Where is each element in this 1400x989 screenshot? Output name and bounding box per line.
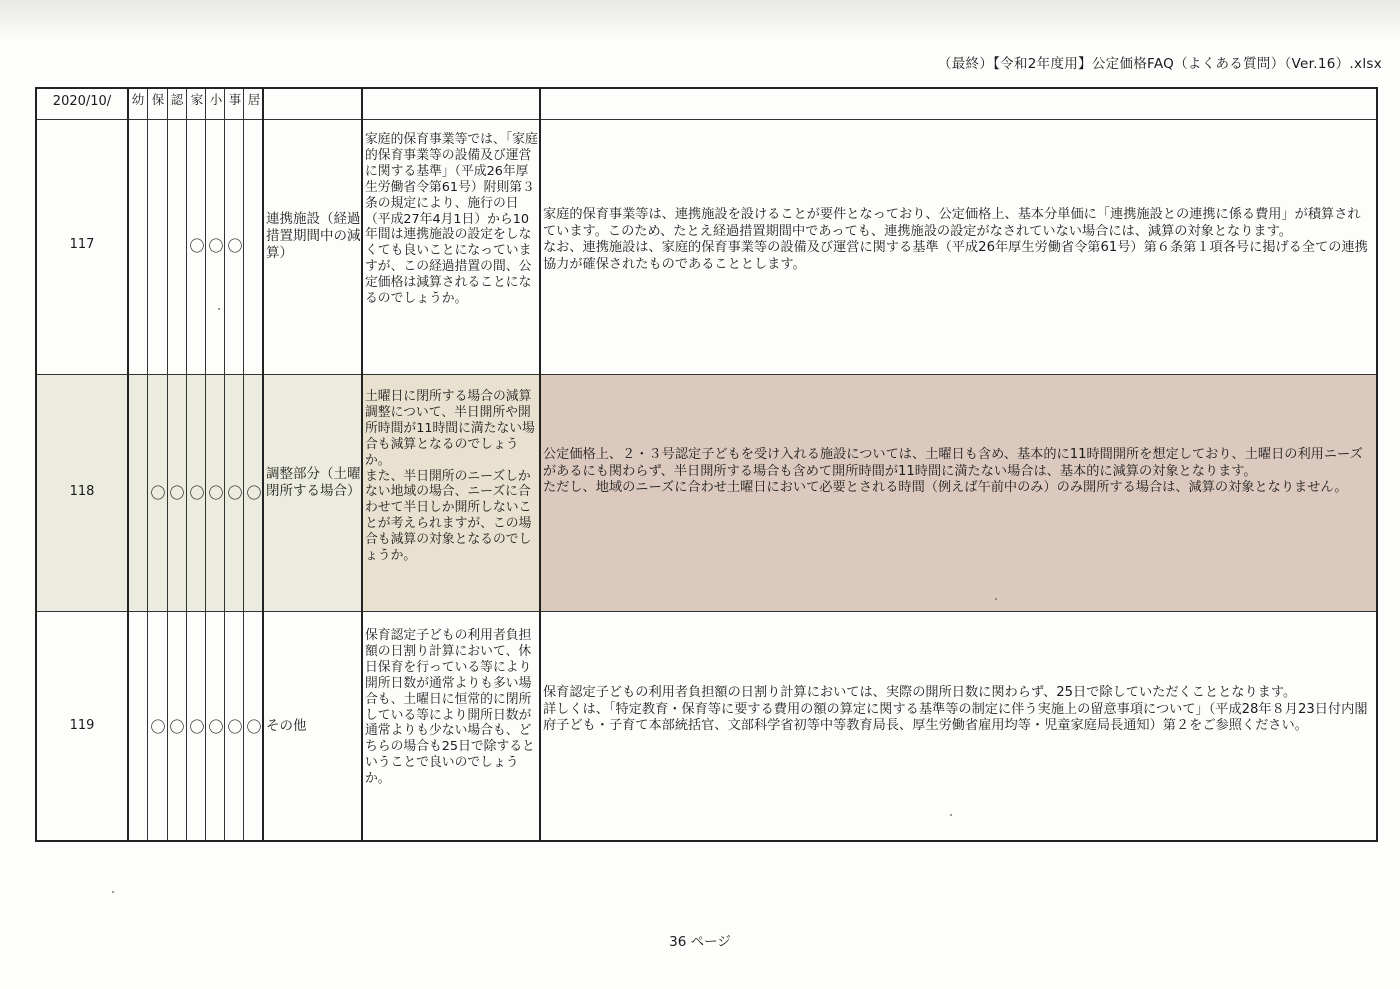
mark-certified: 〇 xyxy=(169,718,185,736)
answer: 保育認定子どもの利用者負担額の日割り計算においては、実際の開所日数に関わらず、25日で除していただくこととなります。 詳しくは、「特定教育・保育等に要する費用の額の算定に関する基準等の制定に伴う実施上の留意事項について」（平成28年８月23日付内閣府子ども・子育て本部統括官、文部科学省初等中等教育局長、厚生労働省雇用均等・児童家庭局長通知）第２をご参照ください。 xyxy=(543,685,1368,733)
scan-shadow xyxy=(0,0,1400,40)
mark-nursery: 〇 xyxy=(150,718,166,736)
mark-certified: 〇 xyxy=(169,484,185,502)
grid-line xyxy=(243,89,244,840)
mark-residential: 〇 xyxy=(246,484,262,502)
mark-residential: 〇 xyxy=(246,718,262,736)
grid-line xyxy=(224,89,225,840)
scan-speck xyxy=(112,891,114,893)
scan-speck xyxy=(950,814,952,816)
type-header-onsite: 事 xyxy=(228,92,242,107)
mark-home: 〇 xyxy=(189,484,205,502)
type-header-certified: 認 xyxy=(170,92,184,107)
grid-line xyxy=(37,611,1376,612)
mark-onsite: 〇 xyxy=(227,484,243,502)
grid-line xyxy=(539,89,541,840)
category: 連携施設（経過措置期間中の減算） xyxy=(266,211,361,261)
type-header-nursery: 保 xyxy=(151,92,165,107)
mark-nursery: 〇 xyxy=(150,484,166,502)
question: 家庭的保育事業等では、「家庭的保育事業等の設備及び運営に関する基準」（平成26年厚生労働省令第61号）附則第３条の規定により、施行の日（平成27年4月1日）から10年間は連携施設の設定をしなくても良いことになっていますが、この経過措置の間、公定価格は減算されることになるのでしょうか。 xyxy=(365,132,538,307)
grid-line xyxy=(186,89,187,840)
faq-table xyxy=(35,87,1378,842)
mark-onsite: 〇 xyxy=(227,237,243,255)
grid-line xyxy=(167,89,168,840)
question: 土曜日に閉所する場合の減算調整について、半日開所や開所時間が11時間に満たない場合も減算となるのでしょうか。 また、半日開所のニーズしかない地域の場合、ニーズに合わせて半日しか開所しないことが考えられますが、この場合も減算の対象となるのでしょうか。 xyxy=(365,389,535,564)
grid-line xyxy=(37,119,1376,120)
mark-onsite: 〇 xyxy=(227,718,243,736)
grid-line xyxy=(262,89,264,840)
question: 保育認定子どもの利用者負担額の日割り計算において、休日保育を行っている等により開所日数が通常よりも多い場合も、土曜日に恒常的に閉所している等により開所日数が通常よりも少ない場合も、どちらの場合も25日で除するということで良いのでしょうか。 xyxy=(365,628,535,787)
grid-line xyxy=(205,89,206,840)
grid-line xyxy=(37,374,1376,375)
row-number: 119 xyxy=(69,718,95,733)
type-header-small: 小 xyxy=(209,92,223,107)
type-header-residential: 居 xyxy=(247,92,261,107)
scan-speck xyxy=(218,308,220,310)
row-number: 117 xyxy=(69,237,95,252)
header-row xyxy=(37,89,1376,119)
grid-line xyxy=(127,89,129,840)
grid-line xyxy=(147,89,148,840)
table-row-118 xyxy=(37,374,1376,611)
category: その他 xyxy=(266,718,307,734)
answer: 公定価格上、２・３号認定子どもを受け入れる施設については、土曜日も含め、基本的に11時間開所を想定しており、土曜日の利用ニーズがあるにも関わらず、半日開所する場合も含めて開所時間が11時間に満たない場合は、基本的に減算の対象となります。 ただし、地域のニーズに合わせ土曜日において必要とされる時間（例えば午前中のみ）のみ開所する場合は、減算の対象となりません。 xyxy=(543,447,1363,495)
type-header-home: 家 xyxy=(190,92,204,107)
mark-small: 〇 xyxy=(208,718,224,736)
page-number: 36 ページ xyxy=(669,934,731,950)
mark-home: 〇 xyxy=(189,237,205,255)
mark-small: 〇 xyxy=(208,237,224,255)
table-row-117 xyxy=(37,120,1376,374)
mark-home: 〇 xyxy=(189,718,205,736)
file-title: （最終）【令和2年度用】公定価格FAQ（よくある質問）（Ver.16）.xlsx xyxy=(937,56,1382,72)
answer: 家庭的保育事業等は、連携施設を設けることが要件となっており、公定価格上、基本分単価に「連携施設との連携に係る費用」が積算されています。このため、たとえ経過措置期間中であっても、連携施設の設定がなされていない場合には、減算の対象となります。 なお、連携施設は、家庭的保育事業等の設備及び運営に関する基準（平成26年厚生労働省令第61号）第６条第１項各号に掲げる全ての連携協力が確保されたものであることとします。 xyxy=(543,207,1368,272)
table-row-119 xyxy=(37,611,1376,842)
type-header-kindergarten: 幼 xyxy=(131,92,145,107)
row-number: 118 xyxy=(69,484,95,499)
category: 調整部分（土曜閉所する場合） xyxy=(266,466,361,499)
mark-small: 〇 xyxy=(208,484,224,502)
scan-speck xyxy=(995,598,997,600)
grid-line xyxy=(361,89,363,840)
date-header: 2020/10/ xyxy=(52,94,112,109)
